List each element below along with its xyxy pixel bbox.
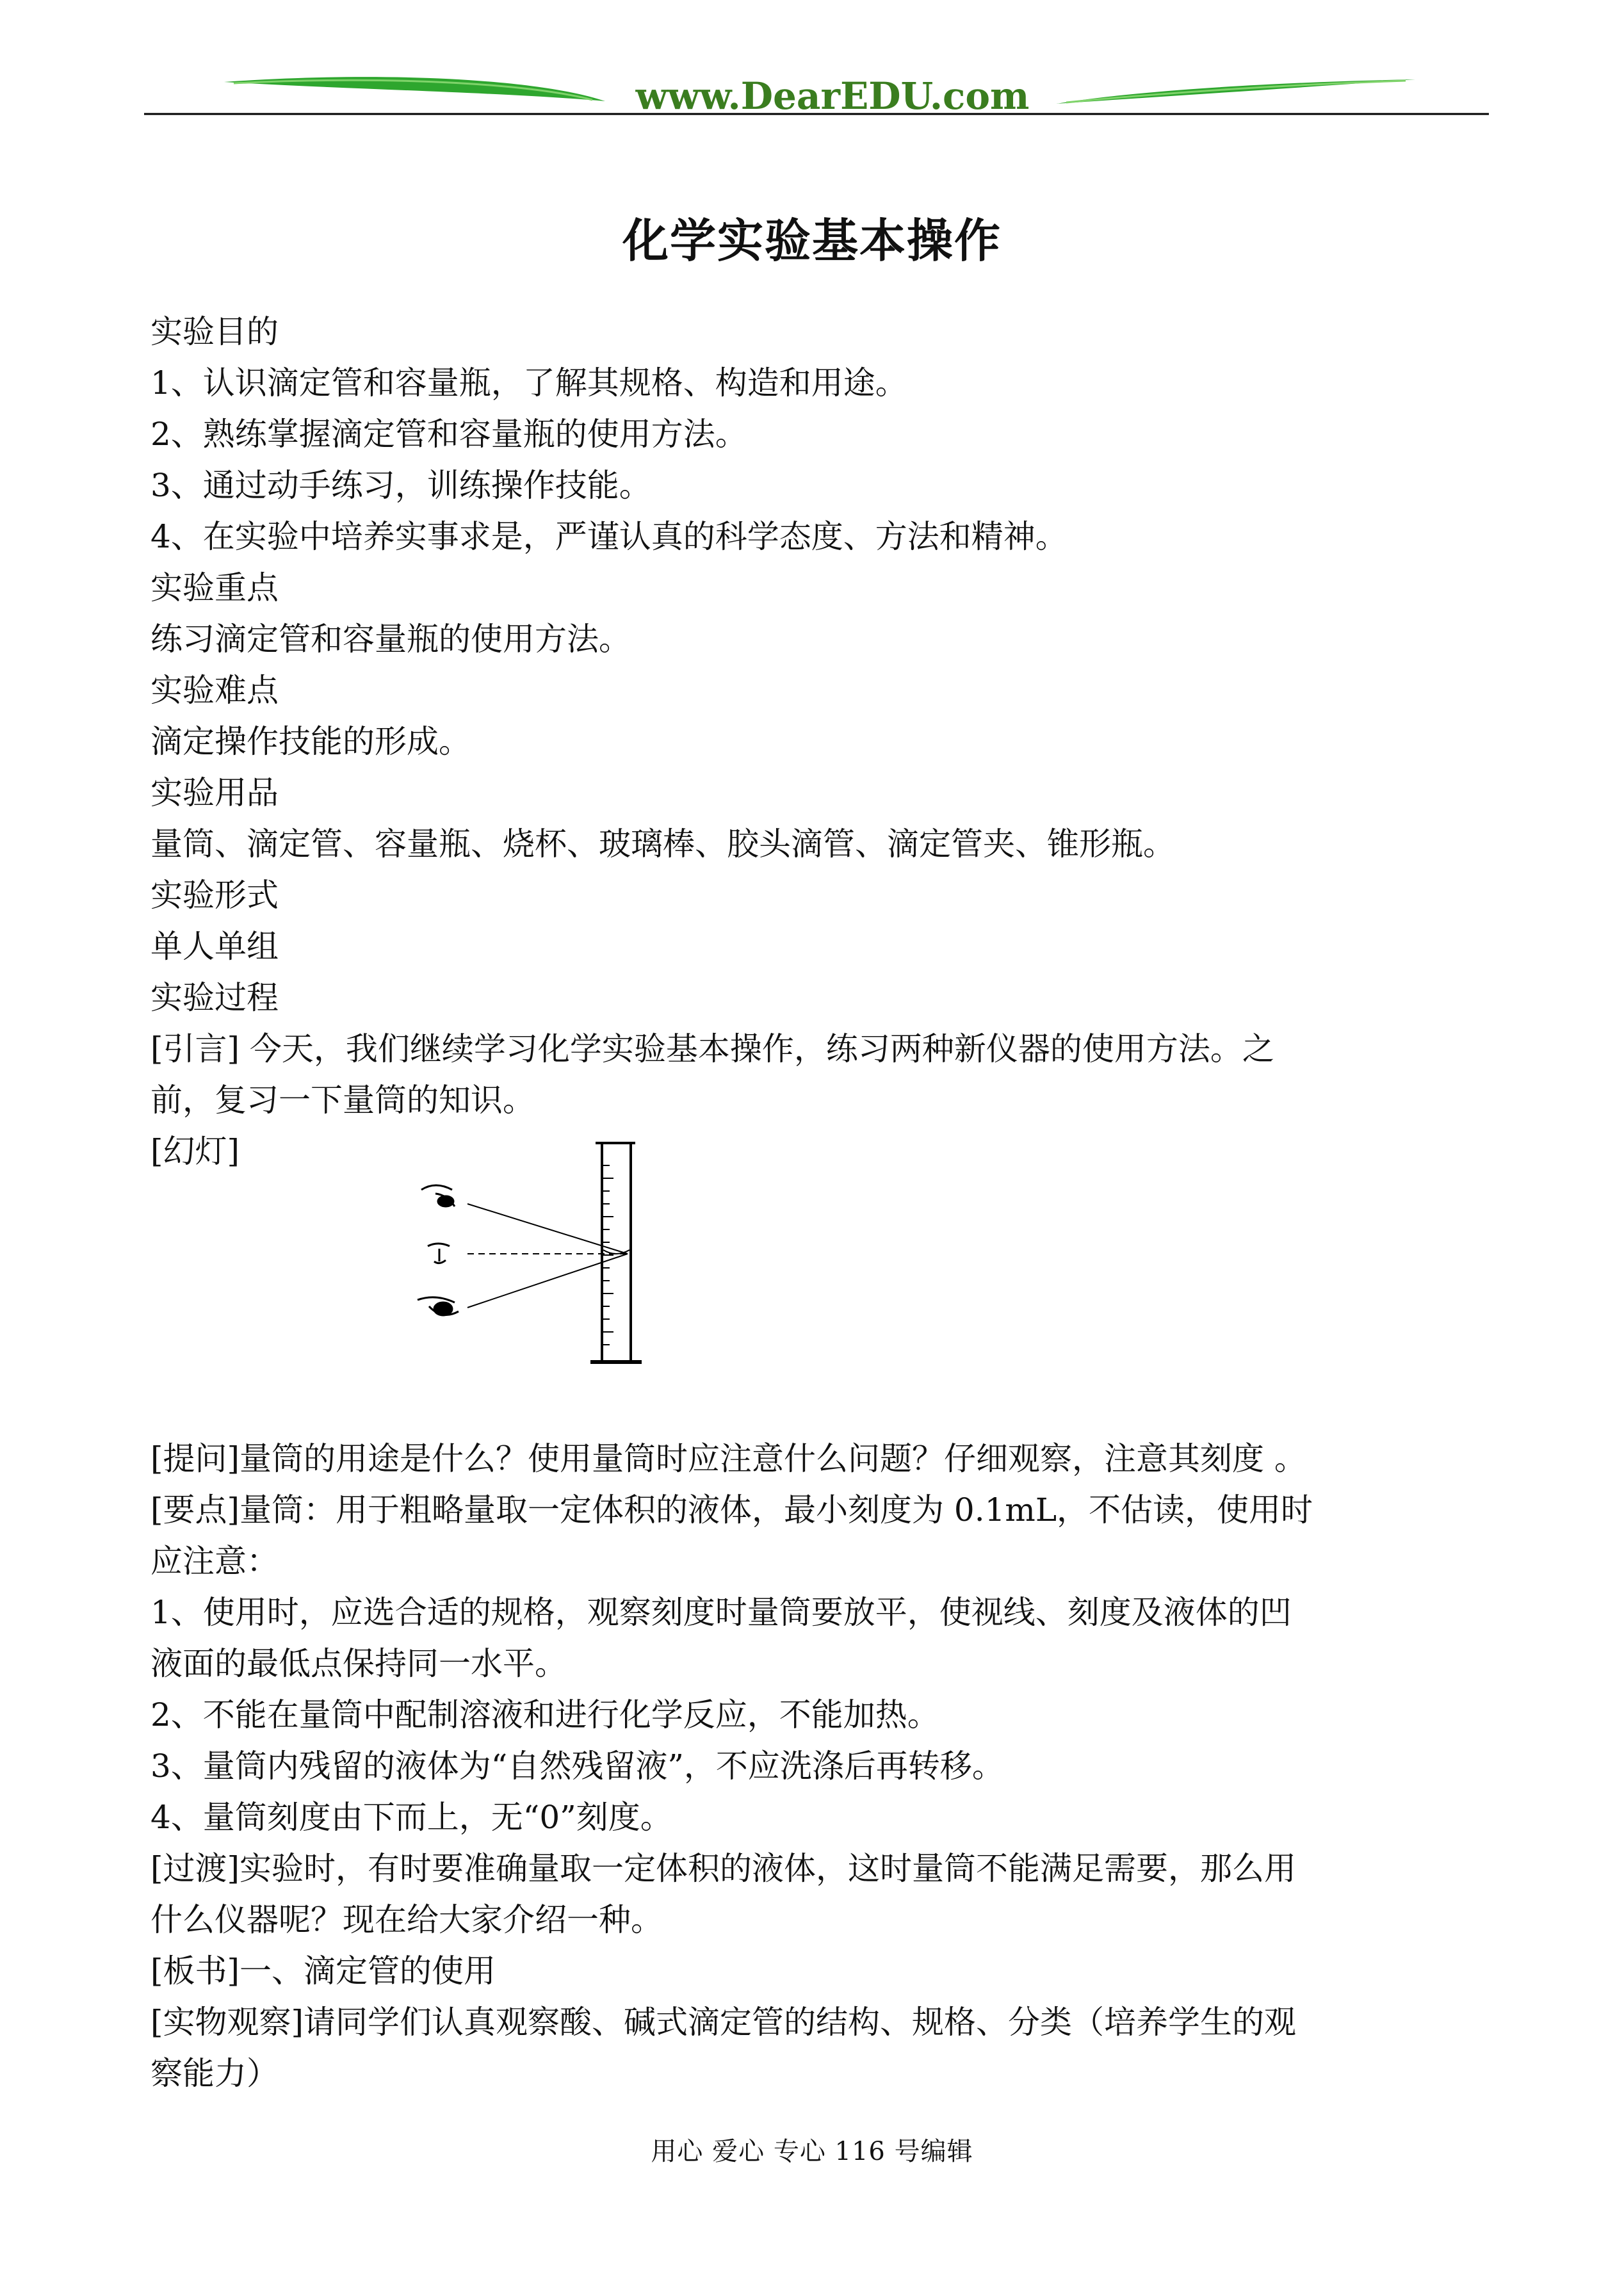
- eye-bottom-icon: [418, 1297, 459, 1315]
- document-body: [150, 306, 1489, 2099]
- text-line: 3、量筒内残留的液体为“自然残留液”，不应洗涤后再转移。: [150, 1748, 1004, 1785]
- text-line: 实验难点: [150, 672, 279, 709]
- text-line: 3、通过动手练习，训练操作技能。: [150, 467, 651, 504]
- text-line: 液面的最低点保持同一水平。: [150, 1645, 567, 1682]
- cylinder-diagram: [410, 1140, 692, 1370]
- text-line: 单人单组: [150, 928, 279, 965]
- text-line: 4、量筒刻度由下而上，无“0”刻度。: [150, 1799, 672, 1836]
- header-logo: [144, 64, 1489, 122]
- text-line: [实物观察]请同学们认真观察酸、碱式滴定管的结构、规格、分类（培养学生的观: [150, 2004, 1297, 2041]
- text-line: [过渡]实验时，有时要准确量取一定体积的液体，这时量筒不能满足需要，那么用: [150, 1850, 1297, 1887]
- text-line: 2、不能在量筒中配制溶液和进行化学反应，不能加热。: [150, 1696, 939, 1733]
- text-line: 1、认识滴定管和容量瓶，了解其规格、构造和用途。: [150, 364, 907, 401]
- text-line: [提问]量筒的用途是什么？使用量筒时应注意什么问题？仔细观察，注意其刻度 。: [150, 1440, 1306, 1477]
- text-line: 实验过程: [150, 979, 279, 1016]
- cylinder-graduations: [602, 1165, 613, 1345]
- eye-middle-icon: [428, 1244, 450, 1263]
- figure-spacer: [150, 1177, 1489, 1433]
- text-line: 2、熟练掌握滴定管和容量瓶的使用方法。: [150, 416, 747, 453]
- text-line: 1、使用时，应选合适的规格，观察刻度时量筒要放平，使视线、刻度及液体的凹: [150, 1594, 1292, 1631]
- text-line: 量筒、滴定管、容量瓶、烧杯、玻璃棒、胶头滴管、滴定管夹、锥形瓶。: [150, 825, 1175, 863]
- graduated-cylinder-figure: [410, 1140, 692, 1370]
- text-line: 滴定操作技能的形成。: [150, 723, 471, 760]
- text-line: 实验形式: [150, 877, 279, 914]
- text-line: 前，复习一下量筒的知识。: [150, 1082, 535, 1119]
- text-line: [要点]量筒：用于粗略量取一定体积的液体，最小刻度为 0.1mL，不估读，使用时: [150, 1491, 1313, 1529]
- text-line: 练习滴定管和容量瓶的使用方法。: [150, 620, 631, 658]
- text-line: 实验重点: [150, 569, 279, 606]
- page-title: 化学实验基本操作: [622, 213, 1002, 268]
- header-banner: [144, 64, 1489, 122]
- text-line: [幻灯]: [150, 1133, 240, 1170]
- text-line: [引言] 今天，我们继续学习化学实验基本操作，练习两种新仪器的使用方法。之: [150, 1030, 1274, 1067]
- text-line: 实验用品: [150, 774, 279, 811]
- text-line: 应注意：: [150, 1543, 279, 1580]
- text-line: 察能力）: [150, 2055, 279, 2092]
- text-line: 实验目的: [150, 313, 279, 350]
- text-line: 4、在实验中培养实事求是，严谨认真的科学态度、方法和精神。: [150, 518, 1068, 555]
- logo-text: www.DearEDU.com: [635, 74, 1030, 118]
- eye-top-icon: [421, 1185, 455, 1206]
- page-footer: 用心 爱心 专心 116 号编辑: [651, 2137, 973, 2166]
- text-line: 什么仪器呢？现在给大家介绍一种。: [150, 1901, 663, 1938]
- text-line: [板书]一、滴定管的使用: [150, 1952, 496, 1990]
